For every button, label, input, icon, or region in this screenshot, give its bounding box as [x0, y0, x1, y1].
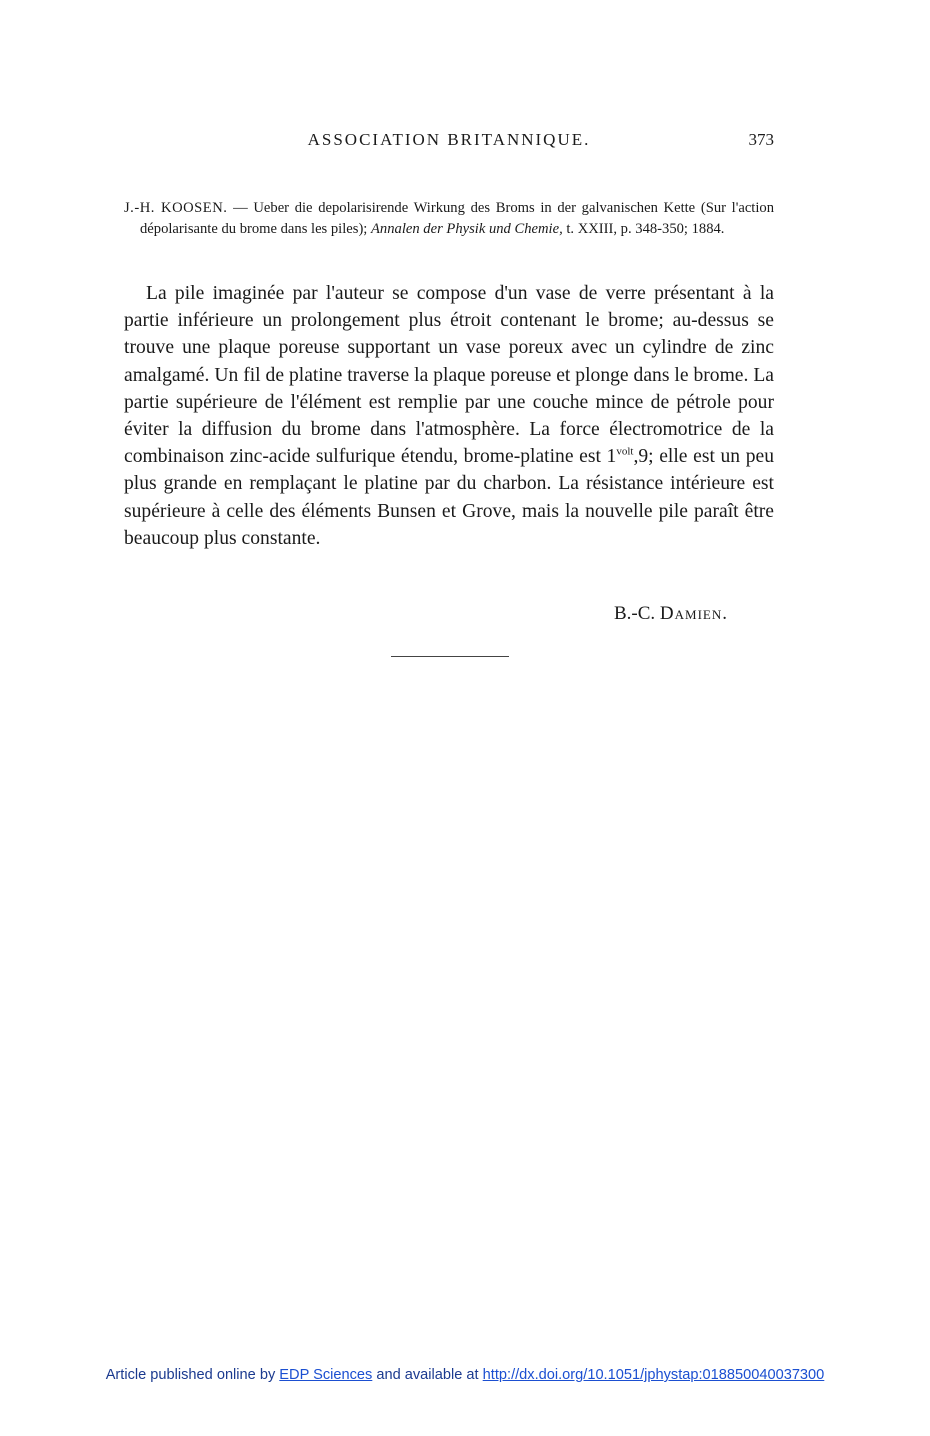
citation-original-title: Ueber die depolarisirende Wirkung des Broms in der galvanischen Kette	[253, 200, 696, 216]
citation-dash: —	[227, 200, 254, 216]
reviewer-signature	[124, 603, 728, 625]
citation-french-title: (Sur l'action dépolarisante du brome dans les piles);	[140, 200, 775, 237]
signature-initials: B.-C.	[613, 603, 660, 624]
footer-middle: and available at	[372, 1367, 483, 1383]
page-number: 373	[748, 130, 774, 149]
edp-sciences-link[interactable]: EDP Sciences	[279, 1367, 373, 1383]
volt-superscript: volt	[616, 445, 634, 458]
signature-surname: Damien.	[659, 603, 728, 624]
citation-details: t. XXIII, p. 348-350; 1884.	[562, 221, 725, 237]
bibliographic-citation	[124, 198, 774, 240]
citation-author: J.-H. KOOSEN.	[124, 200, 228, 216]
publication-footer	[0, 1367, 930, 1383]
doi-link[interactable]: http://dx.doi.org/10.1051/jphystap:018850040037300	[482, 1367, 825, 1383]
running-header	[124, 130, 774, 154]
abstract-text-part-1: La pile imaginée par l'auteur se compose d'un vase de verre présentant à la partie inférieure un prolongement plus étroit contenant le brome; au-dessus se trouve une plaque poreuse supportant un vase poreux avec un cylindre de zinc amalgamé. Un fil de platine traverse la plaque poreuse et plonge dans le brome. La partie supérieure de l'élément est remplie par une couche mince de pétrole pour éviter la diffusion du brome dans l'atmosphère. La force électromotrice de la combinaison zinc-acide sulfurique étendu, brome-platine est 1	[124, 283, 774, 468]
abstract-paragraph	[124, 280, 774, 552]
citation-journal: Annalen der Physik und Chemie,	[371, 221, 563, 237]
footer-prefix: Article published online by	[105, 1367, 280, 1383]
running-title: ASSOCIATION BRITANNIQUE.	[307, 130, 591, 149]
abstract-text-part-2: ,9; elle est un peu plus grande en remplaçant le platine par du charbon. La résistance intérieure est supérieure à celle des éléments Bunsen et Grove, mais la nouvelle pile paraît être beaucoup plus constante.	[124, 446, 774, 549]
section-separator	[391, 656, 509, 657]
